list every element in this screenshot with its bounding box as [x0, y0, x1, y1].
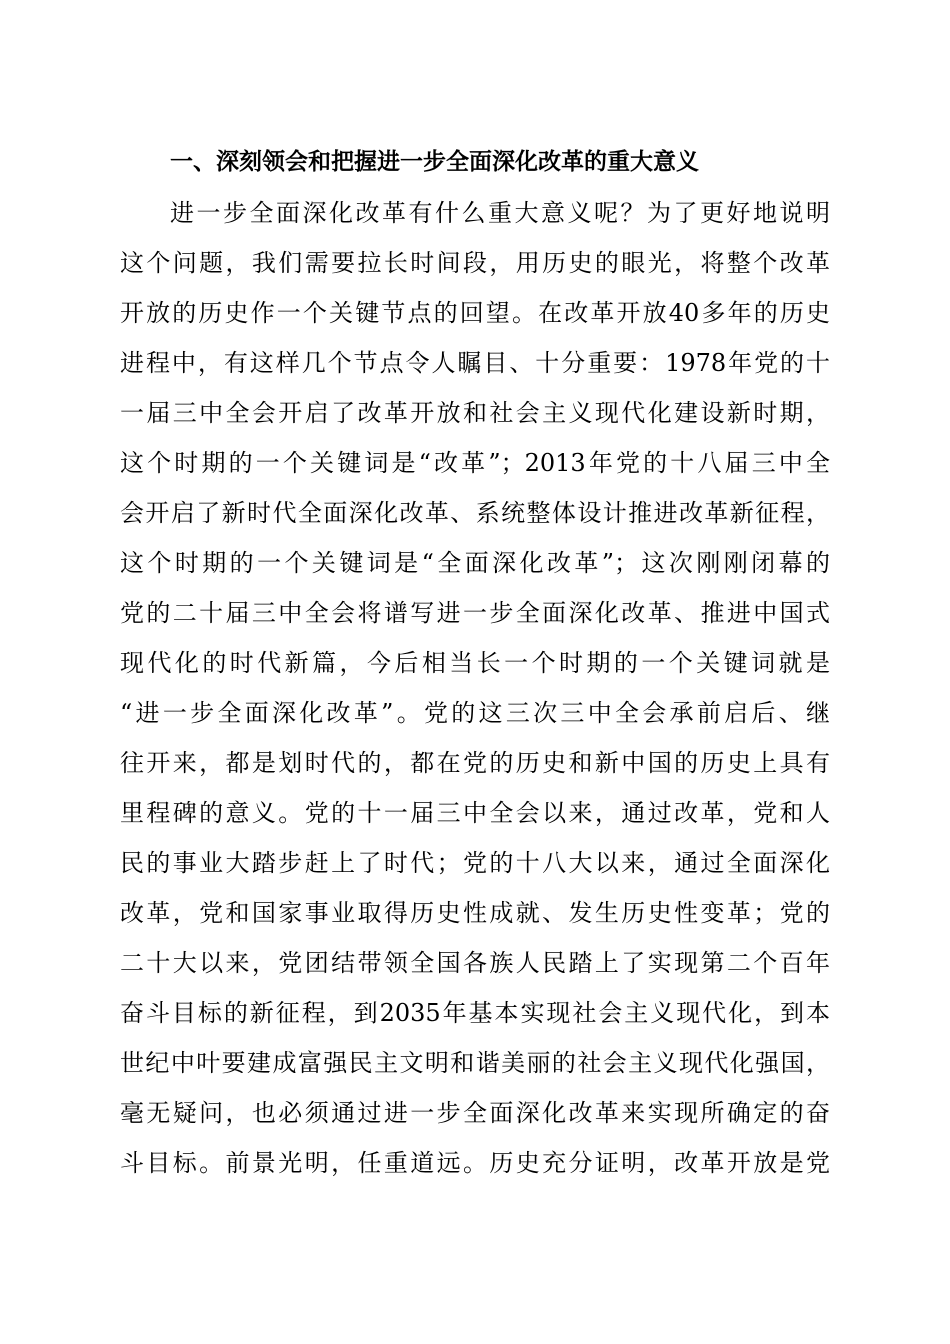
paragraph-line: 这个时期的一个关键词是“改革”；2013年党的十八届三中全	[120, 449, 830, 477]
section-heading: 一、深刻领会和把握进一步全面深化改革的重大意义	[170, 149, 699, 175]
body-paragraph	[120, 188, 830, 1188]
paragraph-line: 进程中，有这样几个节点令人瞩目、十分重要：1978年党的十	[120, 349, 830, 377]
paragraph-line: 民的事业大踏步赶上了时代；党的十八大以来，通过全面深化	[120, 849, 830, 877]
paragraph-line: 一届三中全会开启了改革开放和社会主义现代化建设新时期，	[120, 399, 830, 427]
paragraph-line: 现代化的时代新篇，今后相当长一个时期的一个关键词就是	[120, 649, 830, 677]
paragraph-line: 这个问题，我们需要拉长时间段，用历史的眼光，将整个改革	[120, 249, 830, 277]
paragraph-line: 往开来，都是划时代的，都在党的历史和新中国的历史上具有	[120, 749, 830, 777]
paragraph-line: 二十大以来，党团结带领全国各族人民踏上了实现第二个百年	[120, 949, 830, 977]
paragraph-line: 毫无疑问，也必须通过进一步全面深化改革来实现所确定的奋	[120, 1099, 830, 1127]
paragraph-line: 这个时期的一个关键词是“全面深化改革”；这次刚刚闭幕的	[120, 549, 830, 577]
paragraph-line: 开放的历史作一个关键节点的回望。在改革开放40多年的历史	[120, 299, 830, 327]
paragraph-line: 改革，党和国家事业取得历史性成就、发生历史性变革；党的	[120, 899, 830, 927]
paragraph-line: 斗目标。前景光明，任重道远。历史充分证明，改革开放是党	[120, 1149, 830, 1177]
paragraph-line: 进一步全面深化改革有什么重大意义呢？为了更好地说明	[170, 199, 830, 227]
paragraph-line: 党的二十届三中全会将谱写进一步全面深化改革、推进中国式	[120, 599, 830, 627]
paragraph-line: 里程碑的意义。党的十一届三中全会以来，通过改革，党和人	[120, 799, 830, 827]
paragraph-line: 会开启了新时代全面深化改革、系统整体设计推进改革新征程，	[120, 499, 830, 527]
paragraph-line: 世纪中叶要建成富强民主文明和谐美丽的社会主义现代化强国，	[120, 1049, 830, 1077]
paragraph-line: 奋斗目标的新征程，到2035年基本实现社会主义现代化，到本	[120, 999, 830, 1027]
paragraph-line: “进一步全面深化改革”。党的这三次三中全会承前启后、继	[120, 699, 830, 727]
